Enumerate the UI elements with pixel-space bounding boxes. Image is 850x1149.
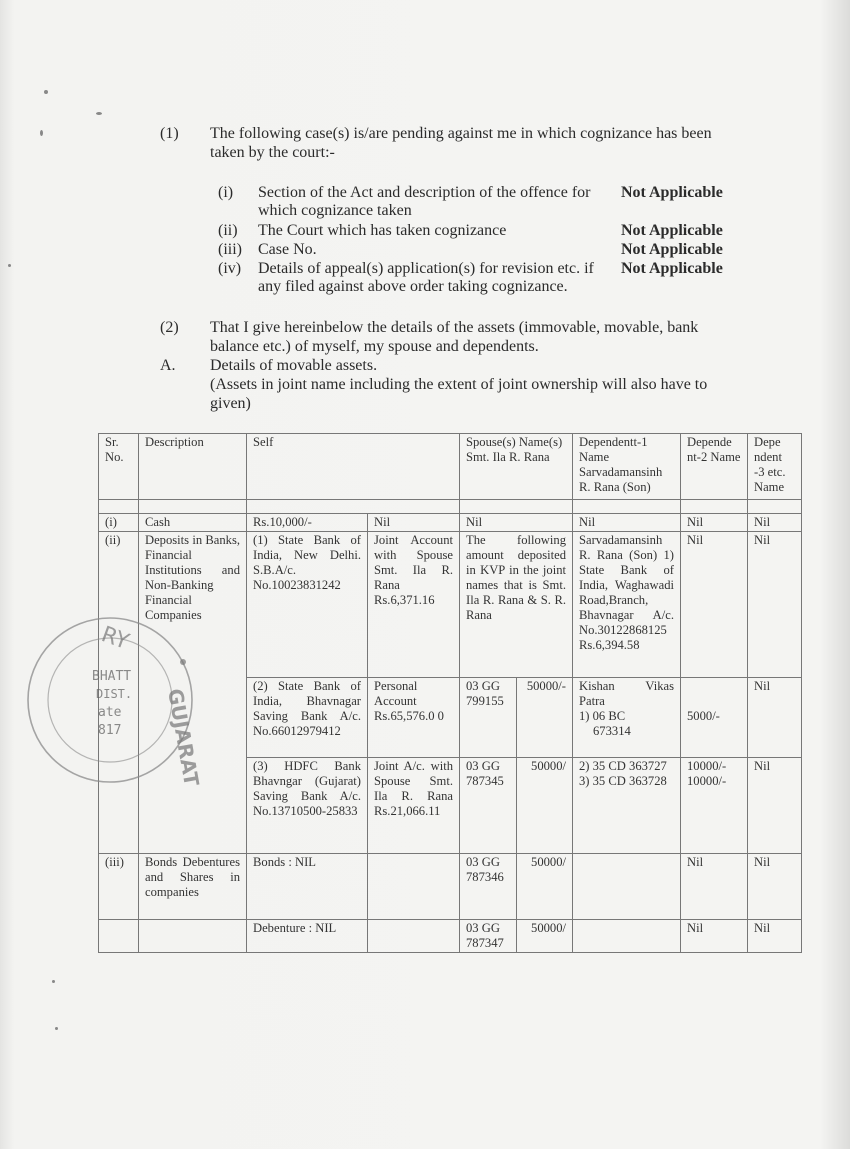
table-row-cash [99, 514, 802, 532]
cash-dependent-1: Nil [573, 514, 681, 532]
stamp-text-bhatt: BHATT [92, 669, 132, 684]
sub-item-ii-number: (ii) [218, 222, 238, 239]
stamp-text-ate: ate [98, 705, 122, 720]
debenture-dependent-2: Nil [681, 920, 748, 953]
sub-item-iv-value: Not Applicable [621, 260, 723, 277]
cash-spouse: Nil [460, 514, 573, 532]
item-1-text: The following case(s) is/are pending against me in which cognizance has been taken by the court:- [210, 125, 712, 161]
sub-item-iv-text: Details of appeal(s) application(s) for revision etc. if any filed against above order taking cognizance. [258, 260, 594, 295]
header-description: Description [139, 434, 247, 500]
sub-item-i-value: Not Applicable [621, 184, 723, 201]
scan-speck [44, 90, 48, 94]
deposit-2-self-bank: (2) State Bank of India, Bhavnagar Saving Bank A/c. No.66012979412 [247, 678, 368, 758]
scan-speck [40, 130, 43, 136]
table-row-bonds-1 [99, 854, 802, 920]
cash-description: Cash [139, 514, 247, 532]
stamp-text-gujarat: GUJARAT [163, 686, 204, 788]
item-2-text: That I give hereinbelow the details of the assets (immovable, movable, bank balance etc.) of myself, my spouse and dependents. [210, 319, 699, 355]
deposit-3-spouse-kvp-no: 03 GG 787345 [460, 758, 517, 854]
sub-item-i-text: Section of the Act and description of the offence for which cognizance taken [258, 184, 591, 219]
deposit-1-self-detail: Joint Account with Spouse Smt. Ila R. Rana Rs.6,371.16 [368, 532, 460, 678]
cash-self-other: Nil [368, 514, 460, 532]
sub-item-iv-number: (iv) [218, 260, 242, 277]
debenture-spouse-kvp-no: 03 GG 787347 [460, 920, 517, 953]
header-self: Self [247, 434, 460, 500]
bonds-spouse-amount: 50000/ [517, 854, 573, 920]
sub-item-iii-text: Case No. [258, 241, 317, 258]
scan-speck [52, 980, 55, 983]
bonds-spouse-kvp-no: 03 GG 787346 [460, 854, 517, 920]
header-dependent-1: Dependentt-1 Name Sarvadamansinh R. Rana (Son) [573, 434, 681, 500]
stamp-text-ry: RY [97, 622, 133, 655]
deposit-2-dependent-1 [573, 678, 681, 758]
notary-stamp [40, 600, 204, 800]
scan-speck [96, 112, 102, 115]
deposits-sr: (ii) [99, 532, 139, 854]
deposit-2-dep1-kvp-label: Kishan Vikas Patra [579, 679, 674, 708]
deposit-3-dep2-line-2: 10000/- [687, 774, 727, 788]
item-2-number: (2) [160, 319, 179, 336]
scan-speck [55, 1027, 58, 1030]
table-header-row [99, 434, 802, 500]
bonds-self: Bonds : NIL [247, 854, 368, 920]
deposit-1-spouse: The following amount deposited in KVP in the joint names that is Smt. Ila R. Rana & S. R. Rana [460, 532, 573, 678]
deposit-2-dep2-amount: 5000/- [687, 709, 720, 723]
deposit-1-dependent-1: Sarvadamansinh R. Rana (Son) 1) State Bank of India, Waghawadi Road,Branch, Bhavnagar A/c. No.30122868125 Rs.6,394.58 [573, 532, 681, 678]
cash-dependent-3: Nil [748, 514, 802, 532]
item-a-note: (Assets in joint name including the extent of joint ownership will also have to given) [210, 376, 708, 412]
deposit-3-dep2-line-1: 10000/- [687, 759, 727, 773]
header-spouse: Spouse(s) Name(s) Smt. Ila R. Rana [460, 434, 573, 500]
table-spacer-row [99, 500, 802, 514]
stamp-text-dist: DIST. [96, 687, 133, 701]
bonds-dependent-2: Nil [681, 854, 748, 920]
deposit-3-dep1-line-1: 2) 35 CD 363727 [579, 759, 667, 773]
deposit-3-dependent-1 [573, 758, 681, 854]
deposit-3-dep1-line-2: 3) 35 CD 363728 [579, 774, 667, 788]
sub-item-iii-number: (iii) [218, 241, 242, 258]
sub-item-iii-value: Not Applicable [621, 241, 723, 258]
cash-dependent-2: Nil [681, 514, 748, 532]
item-1-number: (1) [160, 125, 179, 142]
deposit-1-dependent-3: Nil [748, 532, 802, 678]
debenture-spouse-amount: 50000/ [517, 920, 573, 953]
deposit-2-spouse-kvp-no: 03 GG 799155 [460, 678, 517, 758]
deposit-1-self-bank: (1) State Bank of India, New Delhi. S.B.A/c. No.10023831242 [247, 532, 368, 678]
cash-sr: (i) [99, 514, 139, 532]
deposit-3-dependent-2 [681, 758, 748, 854]
deposit-3-spouse-amount: 50000/ [517, 758, 573, 854]
deposit-2-dep1-number: 673314 [593, 724, 631, 738]
movable-assets-table [98, 433, 802, 953]
debenture-dependent-3: Nil [748, 920, 802, 953]
deposit-3-self-detail: Joint A/c. with Spouse Smt. Ila R. Rana Rs.21,066.11 [368, 758, 460, 854]
deposit-2-dep1-series: 1) 06 BC [579, 709, 626, 723]
deposits-description: Deposits in Banks, Financial Institutions and Non-Banking Financial Companies [139, 532, 247, 854]
bonds-dependent-3: Nil [748, 854, 802, 920]
item-a-number: A. [160, 357, 176, 374]
scan-speck [8, 264, 11, 267]
deposit-1-dependent-2: Nil [681, 532, 748, 678]
deposit-3-dependent-3: Nil [748, 758, 802, 854]
header-dependent-3: Depe ndent -3 etc. Name [748, 434, 802, 500]
deposit-2-dependent-2 [681, 678, 748, 758]
deposit-2-self-detail: Personal Account Rs.65,576.0 0 [368, 678, 460, 758]
deposit-2-dependent-3: Nil [748, 678, 802, 758]
bonds-description: Bonds Debentures and Shares in companies [139, 854, 247, 920]
deposit-2-spouse-amount: 50000/- [517, 678, 573, 758]
cash-self-amount: Rs.10,000/- [247, 514, 368, 532]
item-a-title: Details of movable assets. [210, 357, 378, 374]
table-row-bonds-2 [99, 920, 802, 953]
header-sr-no: Sr. No. [99, 434, 139, 500]
sub-item-ii-value: Not Applicable [621, 222, 723, 239]
bonds-sr: (iii) [99, 854, 139, 920]
stamp-text-num: 817 [98, 723, 122, 738]
header-dependent-2: Depende nt-2 Name [681, 434, 748, 500]
sub-item-i-number: (i) [218, 184, 234, 201]
table-row-deposits-1 [99, 532, 802, 678]
deposit-3-self-bank: (3) HDFC Bank Bhavngar (Gujarat) Saving Bank A/c. No.13710500-25833 [247, 758, 368, 854]
sub-item-ii-text: The Court which has taken cognizance [258, 222, 507, 239]
debenture-self: Debenture : NIL [247, 920, 368, 953]
